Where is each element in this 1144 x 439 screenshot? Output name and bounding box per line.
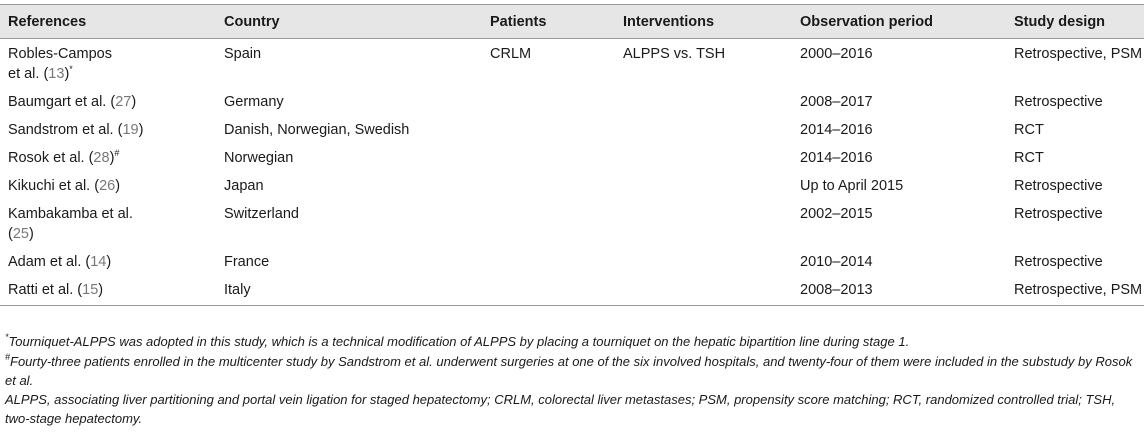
header-patients: Patients: [482, 5, 615, 39]
cell-interventions: [615, 171, 792, 199]
cell-study-design: Retrospective: [1014, 254, 1103, 270]
cell-interventions: [615, 143, 792, 171]
cell-study-design: Retrospective: [1014, 94, 1103, 110]
citation-link[interactable]: 13: [48, 66, 65, 82]
cell-country: Spain: [224, 46, 262, 62]
cell-observation-period: 2008–2017: [800, 94, 873, 110]
cell-reference: Robles-Campos et al. (13)*: [8, 46, 112, 82]
cell-interventions: [615, 115, 792, 143]
cell-observation-period: 2014–2016: [800, 150, 873, 166]
cell-interventions: [615, 247, 792, 275]
cell-country: Japan: [224, 178, 264, 194]
citation-link[interactable]: 25: [12, 226, 29, 242]
header-observation-period: Observation period: [792, 5, 1006, 39]
studies-table: [0, 4, 1144, 306]
footnote-marker: #: [114, 148, 120, 158]
table-row: [0, 199, 1144, 247]
cell-interventions: ALPPS vs. TSH: [623, 46, 726, 62]
table-row: [0, 143, 1144, 171]
cell-study-design: Retrospective, PSM: [1014, 46, 1143, 62]
cell-observation-period: 2000–2016: [800, 46, 873, 62]
cell-country: Norwegian: [224, 150, 294, 166]
citation-link[interactable]: 15: [82, 282, 99, 298]
cell-interventions: [615, 87, 792, 115]
cell-observation-period: 2002–2015: [800, 206, 873, 222]
citation-link[interactable]: 28: [93, 150, 110, 166]
cell-study-design: Retrospective, PSM: [1006, 275, 1144, 306]
cell-observation-period: 2008–2013: [792, 275, 1006, 306]
table-row: [0, 275, 1144, 306]
cell-reference: Adam et al. (14): [8, 254, 112, 270]
cell-observation-period: 2010–2014: [800, 254, 873, 270]
cell-patients: [482, 143, 615, 171]
cell-reference: Rosok et al. (28)#: [8, 148, 120, 166]
cell-reference: Sandstrom et al. (19): [8, 122, 144, 138]
cell-study-design: Retrospective: [1014, 178, 1103, 194]
citation-link[interactable]: 14: [90, 254, 107, 270]
table-footnotes: [5, 332, 1135, 428]
cell-country: Switzerland: [224, 206, 299, 222]
cell-observation-period: 2014–2016: [800, 122, 873, 138]
header-interventions: Interventions: [615, 5, 792, 39]
cell-patients: [482, 171, 615, 199]
table-row: [0, 87, 1144, 115]
footnote-star: *Tourniquet-ALPPS was adopted in this study, which is a technical modification of ALPPS by placing a tourniquet on the hepatic bipartition line during stage 1.: [5, 332, 910, 349]
cell-country: Germany: [224, 94, 284, 110]
cell-study-design: RCT: [1014, 150, 1044, 166]
header-country: Country: [216, 5, 482, 39]
footnote-abbreviations: ALPPS, associating liver partitioning and portal vein ligation for staged hepatectomy; CRLM, colorectal liver metastases; PSM, propensity score matching; RCT, randomized controlled trial; TSH, two-stage hepatectomy.: [5, 392, 1116, 426]
cell-country: France: [224, 254, 270, 270]
cell-observation-period: Up to April 2015: [800, 178, 904, 194]
cell-patients: [482, 115, 615, 143]
table-row: [0, 115, 1144, 143]
cell-patients: [482, 87, 615, 115]
cell-country: Danish, Norwegian, Swedish: [224, 122, 410, 138]
footnote-marker: *: [69, 64, 73, 74]
table-row: [0, 171, 1144, 199]
table-row: [0, 247, 1144, 275]
cell-study-design: RCT: [1014, 122, 1044, 138]
footnote-hash: #Fourty-three patients enrolled in the multicenter study by Sandstrom et al. underwent surgeries at one of the six involved hospitals, and twenty-four of them were included in the substudy by Rosok et al.: [5, 352, 1133, 388]
header-row: [0, 5, 1144, 39]
cell-reference: Kikuchi et al. (26): [8, 178, 121, 194]
cell-patients: [482, 247, 615, 275]
cell-reference: Baumgart et al. (27): [8, 94, 137, 110]
citation-link[interactable]: 26: [99, 178, 116, 194]
cell-country: Italy: [216, 275, 482, 306]
table-row: [0, 39, 1144, 88]
cell-patients: [482, 199, 615, 247]
header-references: References: [0, 5, 216, 39]
cell-reference: Ratti et al. (15): [0, 275, 216, 306]
cell-reference: Kambakamba et al. (25): [8, 206, 133, 242]
cell-patients: CRLM: [490, 46, 532, 62]
citation-link[interactable]: 19: [122, 122, 139, 138]
cell-patients: [482, 275, 615, 306]
cell-interventions: [615, 199, 792, 247]
header-study-design: Study design: [1006, 5, 1144, 39]
cell-interventions: [615, 275, 792, 306]
cell-study-design: Retrospective: [1014, 206, 1103, 222]
citation-link[interactable]: 27: [115, 94, 132, 110]
